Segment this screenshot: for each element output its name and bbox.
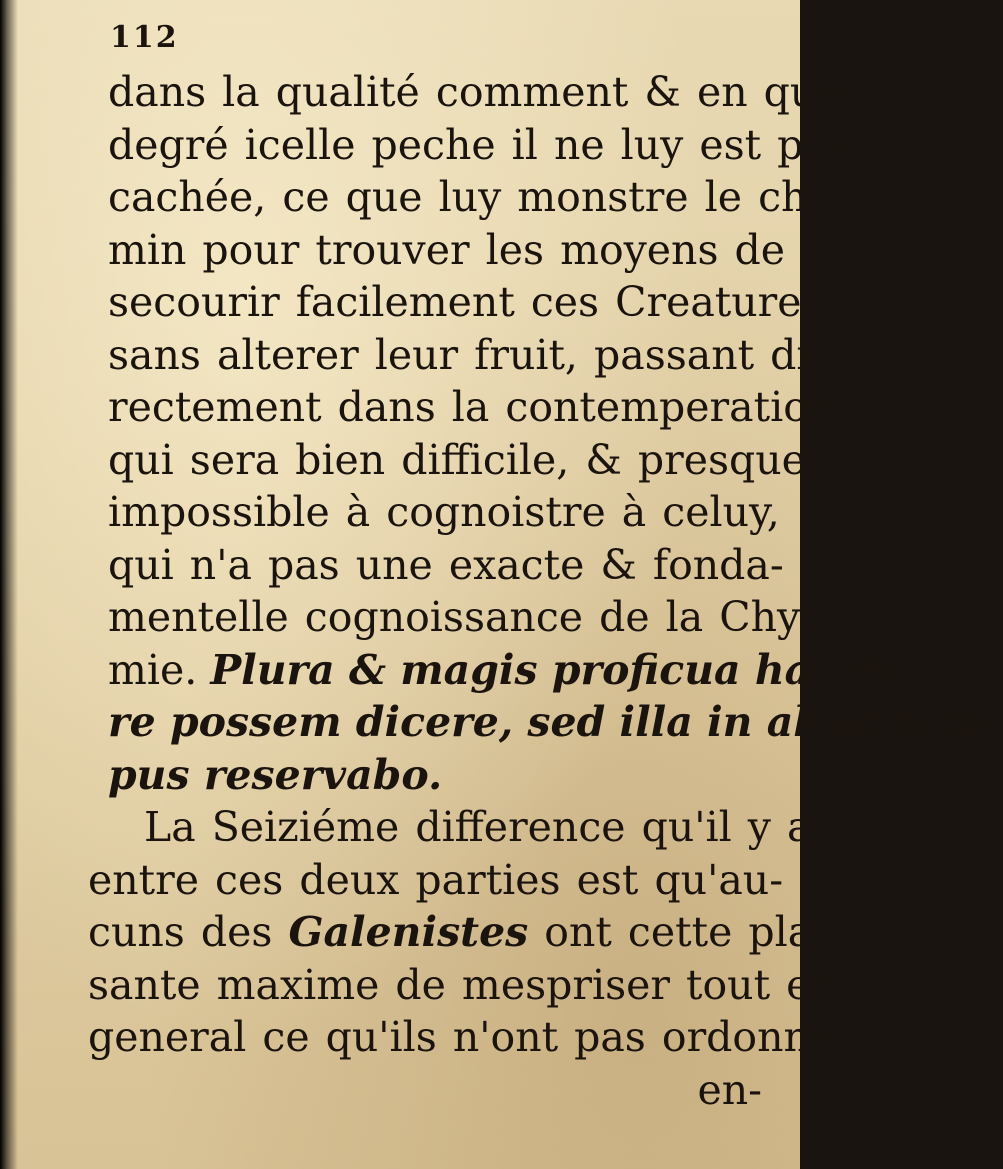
text-line: cachée, ce que luy monstre le che- [108,173,846,221]
text-line: rectement dans la contemperation [108,383,835,431]
text-line: degré icelle peche il ne luy est pas [108,120,849,169]
text-line: general ce qu'ils n'ont pas ordonné [88,1013,835,1061]
text-line: secourir facilement ces Creatures [108,278,823,326]
latin-quote-line: pus reservabo. [108,750,443,799]
text-line: sante maxime de mespriser tout en [88,960,837,1009]
mixed-text-line [84,906,840,959]
text-line: qui sera bien difficile, & presque [108,435,806,484]
roman-text: cuns des [88,908,289,956]
text-line: qui n'a pas une exacte & fonda- [108,540,784,589]
latin-quote: Plura & magis proficua hac de [210,645,906,694]
italic-term: Galenistes [288,908,529,956]
mixed-text-line [84,644,906,697]
text-line: entre ces deux parties est qu'au- [88,855,784,904]
roman-text: ont cette plai- [528,908,840,956]
paragraph-start-line: La Seiziéme difference qu'il y a [144,803,812,851]
roman-text: mie. [108,645,211,694]
text-line: impossible à cognoistre à celuy, [108,488,780,536]
text-line: sans alterer leur fruit, passant di- [108,330,824,379]
page-number: 112 [110,20,179,55]
text-line: min pour trouver les moyens de [108,225,786,274]
catchword: en- [697,1065,762,1114]
page-gutter-shadow [0,0,18,1169]
page-text [84,66,1003,1116]
text-line: mentelle cognoissance de la Chy- [108,593,815,641]
text-line: dans la qualité comment & en quel [108,68,854,116]
latin-quote-line: re possem dicere, sed illa in aliud tem- [108,698,1003,746]
